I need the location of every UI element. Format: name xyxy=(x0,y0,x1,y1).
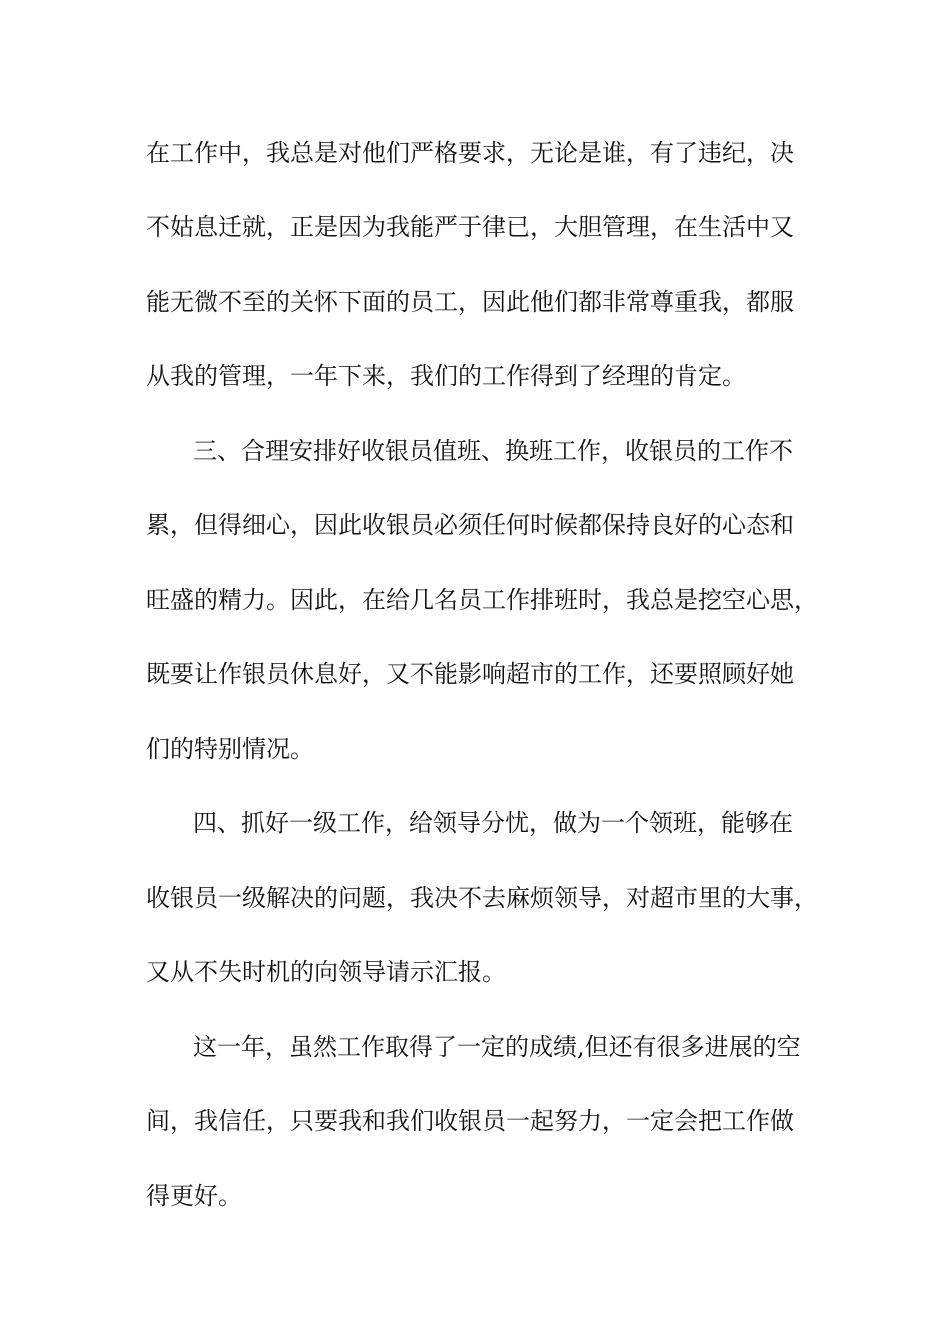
text-line: 既要让作银员休息好，又不能影响超市的工作，还要照顾好她 xyxy=(146,660,794,688)
text-line: 在工作中，我总是对他们严格要求，无论是谁，有了违纪，决 xyxy=(146,139,794,167)
text-line: 们的特别情况。 xyxy=(146,735,314,763)
text-line: 收银员一级解决的问题，我决不去麻烦领导，对超市里的大事， xyxy=(146,884,818,912)
paragraph-start-line: 四、抓好一级工作，给领导分忧，做为一个领班，能够在 xyxy=(193,809,793,837)
text-line: 能无微不至的关怀下面的员工，因此他们都非常尊重我，都服 xyxy=(146,288,794,316)
text-line: 从我的管理，一年下来，我们的工作得到了经理的肯定。 xyxy=(146,362,746,390)
text-line: 不姑息迁就，正是因为我能严于律已，大胆管理，在生活中又 xyxy=(146,213,794,241)
paragraph-start-line: 这一年，虽然工作取得了一定的成绩,但还有很多进展的空 xyxy=(193,1033,801,1061)
text-line: 间，我信任，只要我和我们收银员一起努力，一定会把工作做 xyxy=(146,1107,794,1135)
text-line: 又从不失时机的向领导请示汇报。 xyxy=(146,958,506,986)
text-line: 旺盛的精力。因此，在给几名员工作排班时，我总是挖空心思， xyxy=(146,586,818,614)
paragraph-start-line: 三、合理安排好收银员值班、换班工作，收银员的工作不 xyxy=(193,437,793,465)
text-line: 累，但得细心，因此收银员必须任何时候都保持良好的心态和 xyxy=(146,511,794,539)
text-line: 得更好。 xyxy=(146,1182,242,1210)
